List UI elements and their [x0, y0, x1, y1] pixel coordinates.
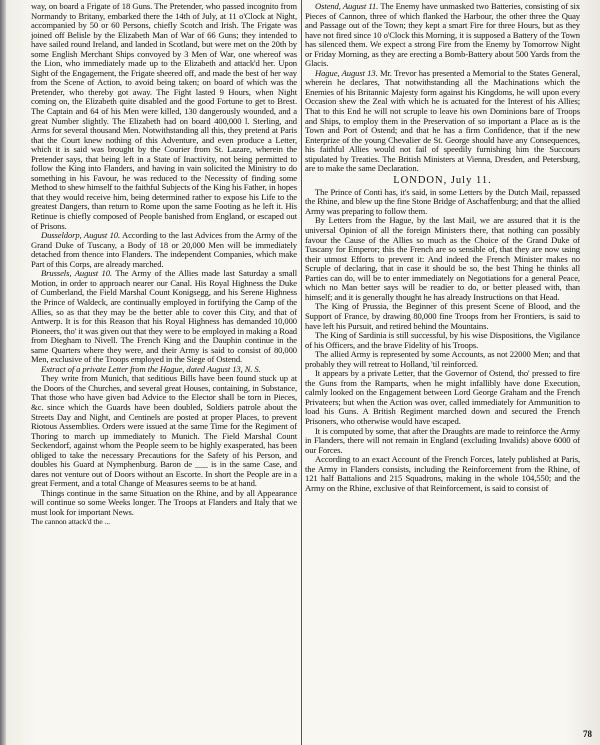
column-divider — [301, 0, 302, 745]
page-binding-edge — [0, 0, 6, 745]
right-paragraph-1: Ostend, August 11. The Enemy have unmasked two Batteries, consisting of six Pieces of Cannon, three of which flanked the Harbour, the other three the Quay and Passage out of the Town; they kept a smart Fire for three Hours, but as they have not fired since 10 o'Clock this Morning, it is supposed a Battery of the Town has silenced them. We expect a strong Fire from the Enemy by Tomorrow Night or Friday Morning, as they are erecting a Bomb-Battery about 500 Yards from the Glacis. — [305, 2, 580, 69]
left-footer-fragment: The cannon attack'd the ... — [31, 516, 111, 526]
right-paragraph-6: The King of Prussia, the Beginner of this present Scene of Blood, and the Support of France, by drawing 80,000 fine Troops from her Frontiers, is said to have left his Pursuit, and retired behind the Mountains. — [305, 301, 580, 331]
letter-heading: Extract of a private Letter from the Hague, dated August 13, N. S. — [41, 363, 261, 374]
left-paragraph-6: Things continue in the same Situation on the Rhine, and by all Appearance will continue so some Weeks longer. The Troops at Flanders and Italy that we must look for important News. — [31, 487, 297, 517]
right-paragraph-2: Hague, August 13. Mr. Trevor has presented a Memorial to the States General, wherein he declares, That notwithstanding all the Machinations which the Enemies of his Britannic Majesty form against his Kingdoms, he will upon every Occasion shew the Zeal with which he is actuated for the Interest of his Allies; That to this End he will not scruple to leave his own Dominions bare of Troops and Ships, to employ them in the Preservation of so important a Place as is the Town and Port of Ostend; and that he has a firm Confidence, that if the new Enterprize of the young Chevalier de St. George should have any Consequences, his faithful Allies would not fail of speedily furnishing him the Succours stipulated by Treaties. The British Ministers at Vienna, Dresden, and Petersburg, are to make the same Declaration. — [305, 67, 580, 174]
london-heading: LONDON, July 11. — [393, 174, 492, 186]
left-column — [31, 2, 297, 738]
left-paragraph-5: They write from Munich, that seditious Bills have been found stuck up at the Doors of the Churches, and several great Houses, containing, in Substance, That those who have given bad Advice to the Elector shall be torn in Pieces, &c. since which the Guards have been doubled, Soldiers patrole about the Streets Day and Night, and Centinels are posted at proper Places, to prevent Riotous Assemblies. Orders were issued at the same Time for the Regiment of Thoring to march up immediately to Munich. The Field Marshal Count Seckendorf, against whom the People seem to be highly exasperated, has been obliged to take the necessary Precautions for the Safety of his Person, and doubles his Guard at Nymphenburg. Baron de ___ is in the same Case, and dares not venture out of Doors without an Escorte. In short the People are in a great Ferment, and a total Change of Measures seems to be at hand. — [31, 373, 297, 489]
right-paragraph-10: It is computed by some, that after the Draughts are made to reinforce the Army in Flanders, there will not remain in England (excluding Invalids) above 6000 of our Forces. — [305, 425, 580, 455]
right-paragraph-5: By Letters from the Hague, by the last Mail, we are assured that it is the universal Opinion of all the foreign Ministers there, that nothing can possibly favour the Cause of the Allies so much as the Choice of the Grand Duke of Tuscany for Emperor; this the French are so sensible of, that they are now using their utmost Efforts to prevent it: And indeed the French Minister makes no Scruple of declaring, that in case it should be so, the best Thing he thinks all Parties can do, will be to enter immediately on Negotiations for a general Peace, which no Man better says will be readier to do, or better pleased with, than himself; and it is generally thought he has already Instructions on that Head. — [305, 215, 580, 302]
right-paragraph-7: The King of Sardinia is still successful, by his wise Dispositions, the Vigilance of his Officers, and the brave Fidelity of his Troops. — [305, 330, 580, 350]
right-paragraph-4: The Prince of Conti has, it's said, in some Letters by the Dutch Mail, repassed the Rhine, and blew up the fine Stone Bridge of Aschaffenburg; and that the allied Army was preparing to follow them. — [305, 186, 580, 216]
right-paragraph-11: According to an exact Account of the French Forces, lately published at Paris, the Army in Flanders consists, including the Reinforcement from the Rhine, of 121 half Battalions and 215 Squadrons, making in the whole 104,550; and the Army on the Rhine, exclusive of that Reinforcement, is said to consist of — [305, 454, 580, 493]
left-paragraph-1: way, on board a Frigate of 18 Guns. The Pretender, who passed incognito from Normandy to Britany, embarked there the 14th of July, at 11 o'Clock at Night, accompanied by 50 or 60 Persons, chiefly Scotch and Irish. The Frigate was joined off Belisle by the Elizabeth Man of War of 66 Guns; they intended to have sailed round Ireland, and landed in Scotland, but were met on the 20th by some English Merchant Ships convoyed by 3 Men of War, one whereof was the Lion, who immediately made up to the Elizabeth and attack'd her. Upon Sight of the Engagement, the Frigate sheered off, and made the best of her way from the Scene of Action, to avoid being taken; on board of which was the Pretender, who thereby got away. The Fight lasted 9 Hours, when Night coming on, the Elizabeth quite disabled and the good Fortune to get to Brest. The Captain and 64 of his Men were killed, 130 dangerously wounded, and a great Number slightly. The Elizabeth had on board 400,000 l. Sterling, and Arms for several thousand Men. Notwithstanding all this, they pretend at Paris that the Court knew nothing of this Adventure, and even produce a Letter, which it is said was brought by the Courier from St. Lazare, wherein the Pretender says, that being left in a State of Inactivity, not being permitted to follow the King into Flanders, and having in vain solicited the Ministry to do something in his Favour, he was reduced to the Necessity of finding some Method to shew himself to the faithful Subjects of the King his Father, in hopes that they would receive him, being determined rather to expose his Life to the greatest Dangers, than return to Rome upon the same Footing as he left it. His Retinue is chiefly composed of People banished from England, or escaped out of Prisons. — [31, 2, 297, 231]
right-paragraph-8: The allied Army is represented by some Accounts, as not 22000 Men; and that probably they will retreat to Holland, 'til reinforced. — [305, 349, 580, 369]
page-number: 78 — [583, 729, 592, 739]
left-paragraph-3: Brussels, August 10. The Army of the Allies made last Saturday a small Motion, in order to approach nearer our Canal. His Royal Highness the Duke of Cumberland, the Field Marshal Count Konigsegg, and his Serene Highness the Prince of Waldeck, are continually employed in fortifying the Camp of the Allies, so as that they may be the better able to cover this City, and that of Antwerp. It is for this Reason that his Royal Highness has demanded 10,000 Pioneers, tho' it was given out that they were to be employed in making a Road from Diegham to Nivell. The French King and the Dauphin continue in the same Quarters where they were, and their Army is said to consist of 80,000 Men, exclusive of the Troops employed in the Siege of Ostend. — [31, 268, 297, 365]
left-paragraph-2: Dusseldorp, August 10. According to the last Advices from the Army of the Grand Duke of Tuscany, a Body of 18 or 20,000 Men will be immediately detached from thence into Flanders. The independent Companies, which make Part of this Corps, are already marched. — [31, 230, 297, 269]
right-paragraph-9: It appears by a private Letter, that the Governor of Ostend, tho' pressed to fire the Guns from the Ramparts, when he might infallibly have done Execution, calmly looked on the Engagement between Lord George Graham and the French Privateers; but when the Action was over, called immediately for Ammunition to load his Guns. A British Regiment marched down and secured the French Prisoners, who otherwise would have escaped. — [305, 368, 580, 426]
right-column — [305, 2, 580, 738]
